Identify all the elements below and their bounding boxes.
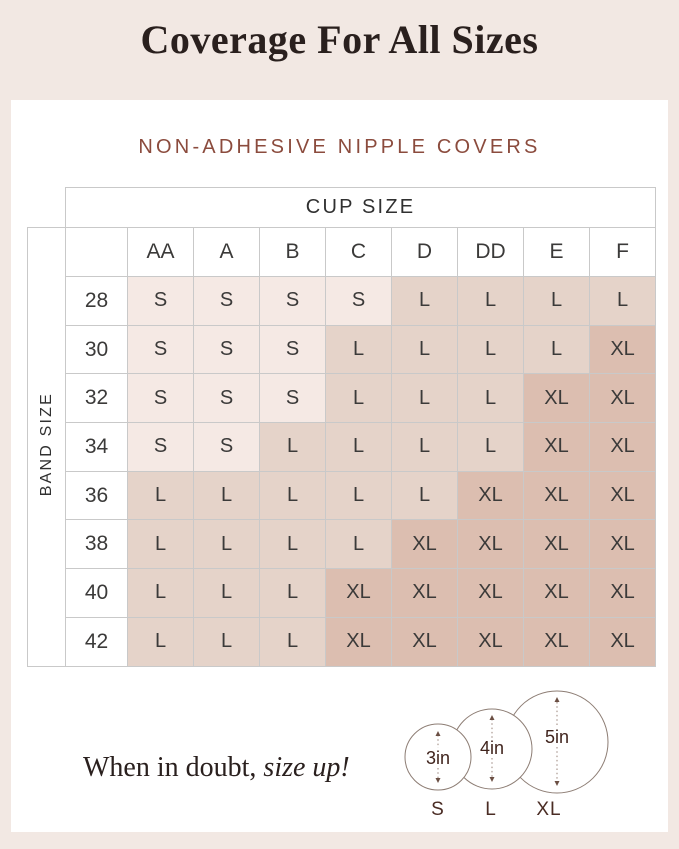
size-cell: L [128, 471, 194, 520]
size-cell: L [194, 569, 260, 618]
product-subtitle: NON-ADHESIVE NIPPLE COVERS [138, 136, 541, 158]
size-cell: L [524, 277, 590, 326]
size-cell: XL [458, 471, 524, 520]
sizing-note [83, 752, 350, 784]
cup-column-header: AA [128, 228, 194, 277]
size-cell: XL [458, 569, 524, 618]
cup-size-group-header: CUP SIZE [66, 188, 656, 228]
band-size-value: 32 [66, 374, 128, 423]
size-cell: S [128, 277, 194, 326]
size-cell: L [260, 617, 326, 666]
size-cell: XL [392, 569, 458, 618]
size-cell: S [194, 325, 260, 374]
size-cell: L [326, 325, 392, 374]
size-cell: XL [590, 325, 656, 374]
size-cell: L [392, 374, 458, 423]
size-cell: XL [326, 617, 392, 666]
size-cell: XL [524, 374, 590, 423]
size-cell: L [260, 471, 326, 520]
page-title: Coverage For All Sizes [140, 17, 539, 62]
size-cell: L [392, 277, 458, 326]
table-row [28, 520, 656, 569]
size-cell: L [392, 325, 458, 374]
size-cell: XL [392, 617, 458, 666]
l-size-label: L [485, 799, 497, 820]
cup-column-header: E [524, 228, 590, 277]
table-row [28, 277, 656, 326]
size-cell: L [392, 471, 458, 520]
band-size-group-header [28, 228, 66, 667]
size-cell: XL [524, 423, 590, 472]
band-size-value: 30 [66, 325, 128, 374]
size-cell: XL [326, 569, 392, 618]
size-cell: L [326, 374, 392, 423]
size-cell: XL [524, 520, 590, 569]
table-row [28, 374, 656, 423]
size-cell: L [194, 471, 260, 520]
s-size-label: S [431, 799, 445, 820]
note-regular: When in doubt, [83, 752, 264, 783]
xl-size-label: XL [536, 799, 562, 820]
size-cell: L [458, 325, 524, 374]
size-cell: XL [458, 617, 524, 666]
size-cell: L [590, 277, 656, 326]
cup-column-header: D [392, 228, 458, 277]
band-size-value: 38 [66, 520, 128, 569]
size-cell: XL [392, 520, 458, 569]
size-cell: XL [590, 617, 656, 666]
size-cell: L [194, 617, 260, 666]
band-size-value: 42 [66, 617, 128, 666]
size-cell: L [128, 569, 194, 618]
size-cell: S [128, 423, 194, 472]
size-cell: XL [524, 569, 590, 618]
size-cell: S [194, 423, 260, 472]
size-cell: S [194, 277, 260, 326]
band-size-value: 34 [66, 423, 128, 472]
band-size-label: BAND SIZE [37, 391, 55, 496]
band-size-value: 28 [66, 277, 128, 326]
size-cell: S [194, 374, 260, 423]
size-cell: S [260, 325, 326, 374]
cup-column-header: F [590, 228, 656, 277]
table-row [28, 423, 656, 472]
size-chart-table [27, 187, 656, 667]
size-cell: L [260, 423, 326, 472]
cup-column-header: B [260, 228, 326, 277]
size-cell: S [326, 277, 392, 326]
cup-column-header: C [326, 228, 392, 277]
size-cell: L [326, 520, 392, 569]
size-cell: L [524, 325, 590, 374]
s-diameter-label: 3in [425, 748, 451, 768]
size-cell: S [260, 374, 326, 423]
size-cell: L [458, 374, 524, 423]
size-cell: S [128, 325, 194, 374]
size-cell: XL [590, 423, 656, 472]
table-row [28, 325, 656, 374]
size-cell: S [260, 277, 326, 326]
size-cell: XL [458, 520, 524, 569]
cup-column-header: DD [458, 228, 524, 277]
size-cell: L [326, 471, 392, 520]
size-cell: XL [590, 374, 656, 423]
empty-header-cell [66, 228, 128, 277]
size-cell: L [392, 423, 458, 472]
size-cell: XL [524, 471, 590, 520]
table-row [28, 569, 656, 618]
size-cell: XL [590, 520, 656, 569]
size-cell: S [128, 374, 194, 423]
table-row [28, 471, 656, 520]
band-size-value: 40 [66, 569, 128, 618]
cup-column-header: A [194, 228, 260, 277]
note-italic: size up! [263, 752, 350, 783]
size-cell: XL [590, 471, 656, 520]
size-cell: L [458, 423, 524, 472]
size-cell: L [260, 520, 326, 569]
band-size-value: 36 [66, 471, 128, 520]
size-cell: L [260, 569, 326, 618]
size-cell: XL [590, 569, 656, 618]
size-cell: L [128, 617, 194, 666]
size-circles-diagram [398, 688, 613, 820]
xl-diameter-label: 5in [544, 727, 570, 747]
table-row [28, 617, 656, 666]
size-cell: L [458, 277, 524, 326]
chart-panel [11, 100, 668, 832]
size-cell: L [326, 423, 392, 472]
size-cell: XL [524, 617, 590, 666]
corner-spacer [28, 188, 66, 228]
size-cell: L [194, 520, 260, 569]
l-diameter-label: 4in [479, 738, 505, 758]
size-cell: L [128, 520, 194, 569]
